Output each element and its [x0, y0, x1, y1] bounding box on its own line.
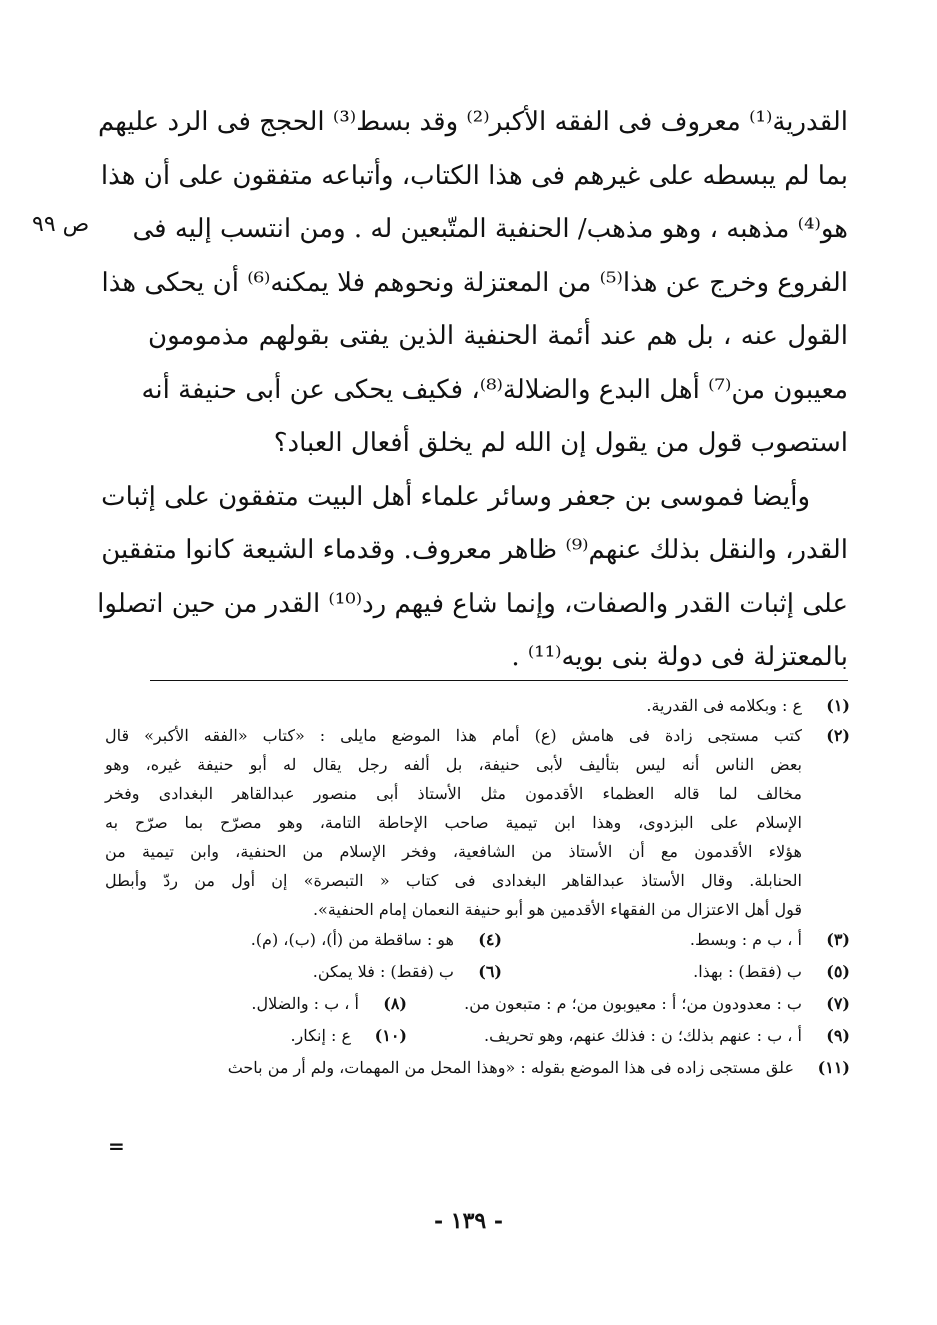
main-text: [97, 96, 848, 685]
text-line: الفروع وخرج عن هذا⁽⁵⁾ من المعتزلة ونحوهم فلا يمكنه⁽⁶⁾ أن يحكى هذا: [101, 267, 848, 298]
page-number: - ١٣٩ -: [433, 1208, 504, 1234]
footnote-number: (٧): [826, 994, 850, 1013]
footnote-line: بعض الناس أنه ليس بتأليف لأبى حنيفة، بل ألفه رجل يقال له أبو حنيفة غيره، وهو: [105, 755, 803, 774]
footnote-text: أ ، ب : والضلال.: [251, 994, 359, 1013]
footnote-number: (٣): [826, 930, 850, 949]
text-line: معيبون من⁽⁷⁾ أهل البدع والضلالة⁽⁸⁾، فكيف يحكى عن أبى حنيفة أنه: [141, 374, 848, 405]
footnote-number: (٦): [478, 962, 502, 981]
footnote-row-5-6: [105, 956, 850, 988]
footnote-text: ب : معدودون من؛ أ : معيوبون من؛ م : متبعون من.: [464, 994, 802, 1013]
footnotes: [105, 690, 850, 1084]
footnote-text: ب (فقط) : فلا يمكن.: [312, 962, 454, 981]
footnote-line: مخالف لما قاله العظماء الأقدمون مثل الأستاذ أبى منصور عبدالقاهر البغدادى وفخر: [105, 784, 802, 803]
footnote-text: ع : إنكار.: [290, 1026, 351, 1045]
footnote-divider: [150, 680, 848, 681]
footnote-text: أ ، ب : عنهم بذلك؛ ن : فذلك عنهم، وهو تحريف.: [484, 1026, 802, 1045]
footnote-number: (٨): [383, 994, 407, 1013]
footnote-row-3-4: [105, 924, 850, 956]
text-line: بالمعتزلة فى دولة بنى بويه⁽¹¹⁾ .: [511, 642, 848, 672]
footnote-number: (٩): [826, 1026, 850, 1045]
text-line: القول عنه ، بل هم عند أئمة الحنفية الذين يفتى بقولهم مذمومون: [148, 321, 848, 351]
footnote-line: قول أهل الاعتزال من الفقهاء الأقدمين هو أبو حنيفة النعمان إمام الحنفية».: [312, 900, 802, 919]
footnote-number: (١١): [817, 1058, 850, 1077]
footnote-line: هؤلاء الأقدمون مع أن الأستاذ من الشافعية، وفخر الإسلام من الحنفية، وابن تيمية من: [105, 842, 802, 861]
text-line: بما لم يبسطه على غيرهم فى هذا الكتاب، وأتباعه متفقون على أن هذا: [100, 160, 848, 191]
margin-page-reference: ص ٩٩: [32, 212, 90, 237]
footnote-1: [105, 690, 850, 721]
footnote-text: هو : ساقطة من (أ)، (ب)، (م).: [250, 930, 454, 949]
text-line: هو⁽⁴⁾ مذهبه ، وهو مذهب/ الحنفية المتّبعين له . ومن انتسب إليه فى: [132, 214, 848, 244]
footnote-text: علق مستجى زاده فى هذا الموضع بقوله : «وهذا المحل من المهمات، ولم أر من باحث: [227, 1058, 794, 1077]
footnote-2: [105, 721, 850, 924]
footnote-number: (٢): [826, 726, 850, 745]
footnote-line: الحنابلة. وقال الأستاذ عبدالقاهر البغدادى فى كتاب « التبصرة» إن أول من ردّ وأبطل: [105, 871, 802, 890]
footnote-line: كتب مستجى زادة فى هامش (ع) أمام هذا الموضع مايلى : «كتاب «الفقه الأكبر» قال: [105, 726, 802, 745]
text-line: القدرية⁽¹⁾ معروف فى الفقه الأكبر⁽²⁾ وقد بسط⁽³⁾ الحجج فى الرد عليهم: [97, 107, 848, 137]
footnote-text: ع : وبكلامه فى القدرية.: [646, 696, 802, 715]
footnote-text: أ ، ب م : وبسط.: [689, 930, 802, 949]
footnote-number: (٥): [826, 962, 850, 981]
footnote-number: (٤): [478, 930, 502, 949]
footnote-number: (١٠): [374, 1026, 407, 1045]
text-line: القدر، والنقل بذلك عنهم⁽⁹⁾ ظاهر معروف. وقدماء الشيعة كانوا متفقين: [101, 535, 848, 565]
continuation-mark: =: [108, 1134, 125, 1158]
footnote-text: ب (فقط) : بهذا.: [693, 962, 802, 981]
footnote-11: [105, 1052, 850, 1084]
footnote-row-7-8: [105, 988, 850, 1020]
text-line: استصوب قول من يقول إن الله لم يخلق أفعال العباد؟: [273, 428, 848, 458]
text-line: وأيضا فموسى بن جعفر وسائر علماء أهل البيت متفقون على إثبات: [101, 481, 810, 512]
footnote-number: (١): [826, 696, 850, 715]
footnote-row-9-10: [105, 1020, 850, 1052]
footnote-line: الإسلام على البزدوى، وهذا ابن تيمية صاحب الإحاطة التامة، وهو مصرّح بما صرّح به: [105, 813, 802, 832]
text-line: على إثبات القدر والصفات، وإنما شاع فيهم رد⁽¹⁰⁾ القدر من حين اتصلوا: [97, 588, 848, 619]
